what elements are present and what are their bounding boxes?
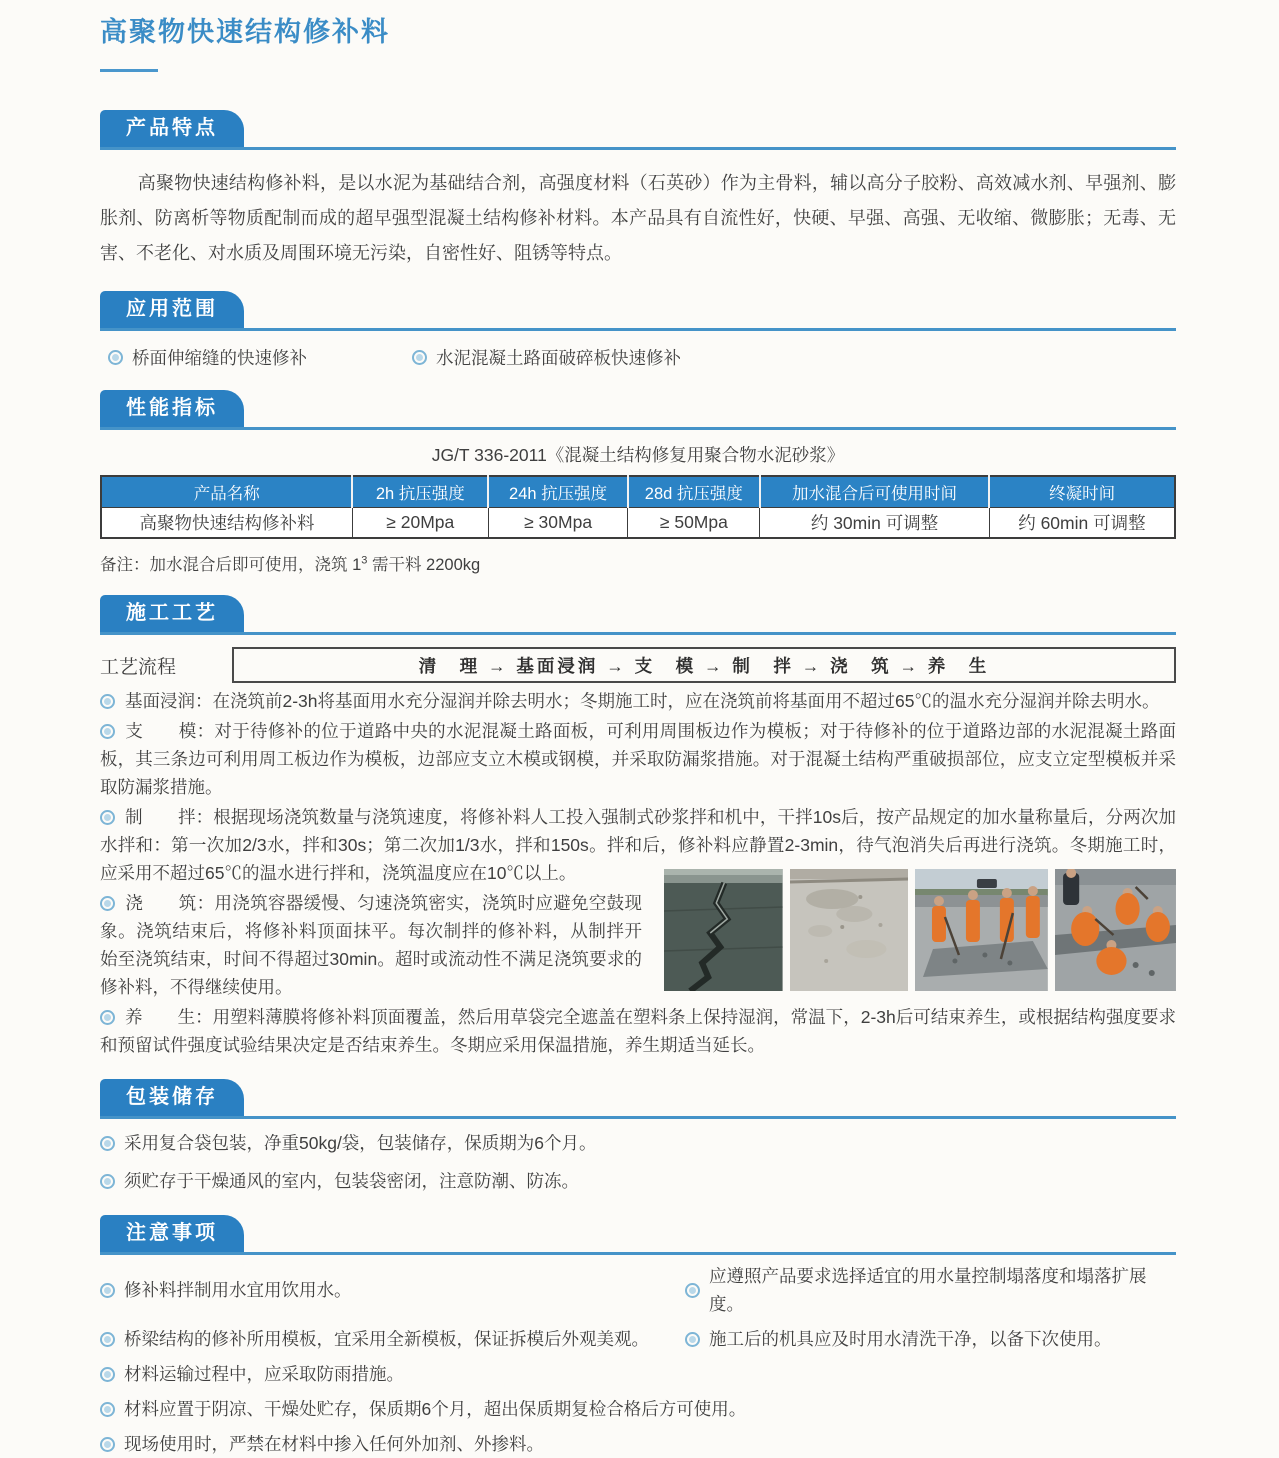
notice-item-label: 材料运输过程中，应采取防雨措施。 xyxy=(124,1364,404,1384)
step-text: 在浇筑前2-3h将基面用水充分湿润并除去明水；冬期施工时，应在浇筑前将基面用不超过65℃的温水充分湿润并除去明水。 xyxy=(212,691,1160,711)
step-label: 支 模： xyxy=(125,721,215,741)
title-underline xyxy=(100,69,158,72)
section-tab-process: 施工工艺 xyxy=(100,595,244,632)
superscript: 3 xyxy=(361,554,368,567)
step-text: 对于待修补的位于道路中央的水泥混凝土路面板，可利用周围板边作为模板；对于待修补的位于道路边部的水泥混凝土路面板，其三条边可利用周工板边作为模板，边部应支立木模或钢模，并采取防漏浆措施。对于混凝土结构严重破损部位，应支立定型模板并采取防漏浆措施。 xyxy=(100,721,1177,797)
notice-item-label: 应遵照产品要求选择适宜的用水量控制塌落度和塌落扩展度。 xyxy=(709,1266,1147,1314)
process-step xyxy=(100,687,1176,715)
photos-strip xyxy=(664,869,1176,991)
process-flow-box: 清 理 → 基面浸润 → 支 模 → 制 拌 → 浇 筑 → 养 生 xyxy=(232,647,1176,683)
table-header-cell: 24h 抗压强度 xyxy=(488,476,628,507)
application-item-label: 桥面伸缩缝的快速修补 xyxy=(132,348,307,368)
packaging-item xyxy=(100,1167,1176,1195)
process-step xyxy=(100,1003,1176,1059)
section-header-notice xyxy=(100,1215,1176,1255)
table-cell: ≥ 30Mpa xyxy=(488,507,628,538)
ring-bullet-icon xyxy=(108,350,123,365)
notice-item xyxy=(100,1325,685,1353)
ring-bullet-icon xyxy=(100,896,115,911)
notice-list xyxy=(100,1262,1176,1458)
table-header-cell: 产品名称 xyxy=(101,476,352,507)
section-header-process xyxy=(100,595,1176,635)
application-item xyxy=(108,345,307,370)
table-cell: 约 30min 可调整 xyxy=(760,507,990,538)
process-flow-row xyxy=(100,647,1176,683)
table-row xyxy=(101,507,1175,538)
step-text: 用塑料薄膜将修补料顶面覆盖，然后用草袋完全遮盖在塑料条上保持湿润，常温下，2-3h后可结束养生，或根据结构强度要求和预留试件强度试验结果决定是否结束养生。冬期应采用保温措施，养生期适当延长。 xyxy=(100,1007,1177,1055)
table-header-cell: 终凝时间 xyxy=(989,476,1175,507)
notice-row xyxy=(100,1360,1176,1388)
section-header-performance xyxy=(100,390,1176,430)
ring-bullet-icon xyxy=(100,810,115,825)
section-tab-notice: 注意事项 xyxy=(100,1215,244,1252)
section-tab-performance: 性能指标 xyxy=(100,390,244,427)
notice-row xyxy=(100,1325,1176,1353)
notice-item xyxy=(685,1325,1176,1353)
features-paragraph: 高聚物快速结构修补料，是以水泥为基础结合剂，高强度材料（石英砂）作为主骨料，辅以高分子胶粉、高效减水剂、早强剂、膨胀剂、防离析等物质配制而成的超早强型混凝土结构修补材料。本产品具有自流性好，快硬、早强、高强、无收缩、微膨胀；无毒、无害、不老化、对水质及周围环境无污染，自密性好、阻锈等特点。 xyxy=(100,173,1176,263)
section-header-packaging xyxy=(100,1079,1176,1119)
step-label: 制 拌： xyxy=(125,807,214,827)
ring-bullet-icon xyxy=(100,1437,115,1452)
ring-bullet-icon xyxy=(412,350,427,365)
notice-item-label: 材料应置于阴凉、干燥处贮存，保质期6个月，超出保质期复检合格后方可使用。 xyxy=(124,1399,747,1419)
notice-item-label: 桥梁结构的修补所用模板，宜采用全新模板，保证拆模后外观美观。 xyxy=(124,1329,649,1349)
application-item xyxy=(412,345,681,370)
step-label: 养 生： xyxy=(125,1007,213,1027)
packaging-item-label: 采用复合袋包装，净重50kg/袋，包装储存，保质期为6个月。 xyxy=(124,1133,597,1153)
notice-item-label: 施工后的机具应及时用水清洗干净，以备下次使用。 xyxy=(709,1329,1112,1349)
table-note xyxy=(100,551,1176,575)
ring-bullet-icon xyxy=(100,1402,115,1417)
ring-bullet-icon xyxy=(685,1283,700,1298)
photo-patch-pouring xyxy=(1055,869,1176,991)
performance-table xyxy=(100,475,1176,539)
process-step xyxy=(100,889,1176,1001)
packaging-item-label: 须贮存于干燥通风的室内，包装袋密闭，注意防潮、防冻。 xyxy=(124,1171,579,1191)
section-tab-applications: 应用范围 xyxy=(100,291,244,328)
step-text: 用浇筑容器缓慢、匀速浇筑密实，浇筑时应避免空鼓现象。浇筑结束后，将修补料顶面抹平。每次制拌的修补料，从制拌开始至浇筑结束，时间不得超过30min。超时或流动性不满足浇筑要求的修补料，不得继续使用。 xyxy=(100,893,643,997)
ring-bullet-icon xyxy=(100,1283,115,1298)
notice-row xyxy=(100,1430,1176,1458)
notice-item xyxy=(100,1262,685,1318)
section-header-features xyxy=(100,110,1176,150)
ring-bullet-icon xyxy=(100,1332,115,1347)
table-cell: 高聚物快速结构修补料 xyxy=(101,507,352,538)
table-header-cell: 加水混合后可使用时间 xyxy=(760,476,990,507)
page-title: 高聚物快速结构修补料 xyxy=(100,17,390,47)
notice-item xyxy=(100,1395,746,1423)
notice-row xyxy=(100,1395,1176,1423)
ring-bullet-icon xyxy=(100,694,115,709)
notice-item xyxy=(100,1430,685,1458)
standard-reference: JG/T 336-2011《混凝土结构修复用聚合物水泥砂浆》 xyxy=(431,445,845,465)
photo-repair-crew xyxy=(915,869,1048,991)
section-header-applications xyxy=(100,291,1176,331)
table-cell: ≥ 50Mpa xyxy=(628,507,760,538)
table-cell: 约 60min 可调整 xyxy=(989,507,1175,538)
notice-row xyxy=(100,1262,1176,1318)
table-header-row xyxy=(101,476,1175,507)
ring-bullet-icon xyxy=(100,1136,115,1151)
table-cell: ≥ 20Mpa xyxy=(352,507,488,538)
photo-cracked-pavement xyxy=(664,869,783,991)
table-header-cell: 2h 抗压强度 xyxy=(352,476,488,507)
section-tab-packaging: 包装储存 xyxy=(100,1079,244,1116)
packaging-item xyxy=(100,1129,1176,1157)
section-tab-features: 产品特点 xyxy=(100,110,244,147)
process-flow-label: 工艺流程 xyxy=(100,656,177,678)
step-label: 浇 筑： xyxy=(125,893,215,913)
step-label: 基面浸润： xyxy=(125,691,213,711)
ring-bullet-icon xyxy=(100,1367,115,1382)
ring-bullet-icon xyxy=(100,1010,115,1025)
process-steps xyxy=(100,687,1176,1059)
application-item-label: 水泥混凝土路面破碎板快速修补 xyxy=(436,348,681,368)
photo-broken-slab xyxy=(790,869,909,991)
notice-item xyxy=(100,1360,685,1388)
step-text: 根据现场浇筑数量与浇筑速度，将修补料人工投入强制式砂浆拌和机中，干拌10s后，按产品规定的加水量称量后，分两次加水拌和：第一次加2/3水，拌和30s；第二次加1/3水，拌和150s。拌和后，修补料应静置2-3min，待气泡消失后再进行浇筑。冬期施工时，应采用不超过65℃的温水进行拌和，浇筑温度应在10℃以上。 xyxy=(100,807,1176,883)
notice-item-label: 现场使用时，严禁在材料中掺入任何外加剂、外掺料。 xyxy=(124,1434,544,1454)
process-step xyxy=(100,717,1176,801)
ring-bullet-icon xyxy=(685,1332,700,1347)
table-header-cell: 28d 抗压强度 xyxy=(628,476,760,507)
notice-item-label: 修补料拌制用水宜用饮用水。 xyxy=(124,1280,352,1300)
table-note-prefix: 备注：加水混合后即可使用，浇筑 1 xyxy=(100,556,362,574)
ring-bullet-icon xyxy=(100,1174,115,1189)
applications-row xyxy=(100,345,1176,370)
table-note-suffix: 需干料 2200kg xyxy=(367,556,481,574)
ring-bullet-icon xyxy=(100,724,115,739)
notice-item xyxy=(685,1262,1176,1318)
